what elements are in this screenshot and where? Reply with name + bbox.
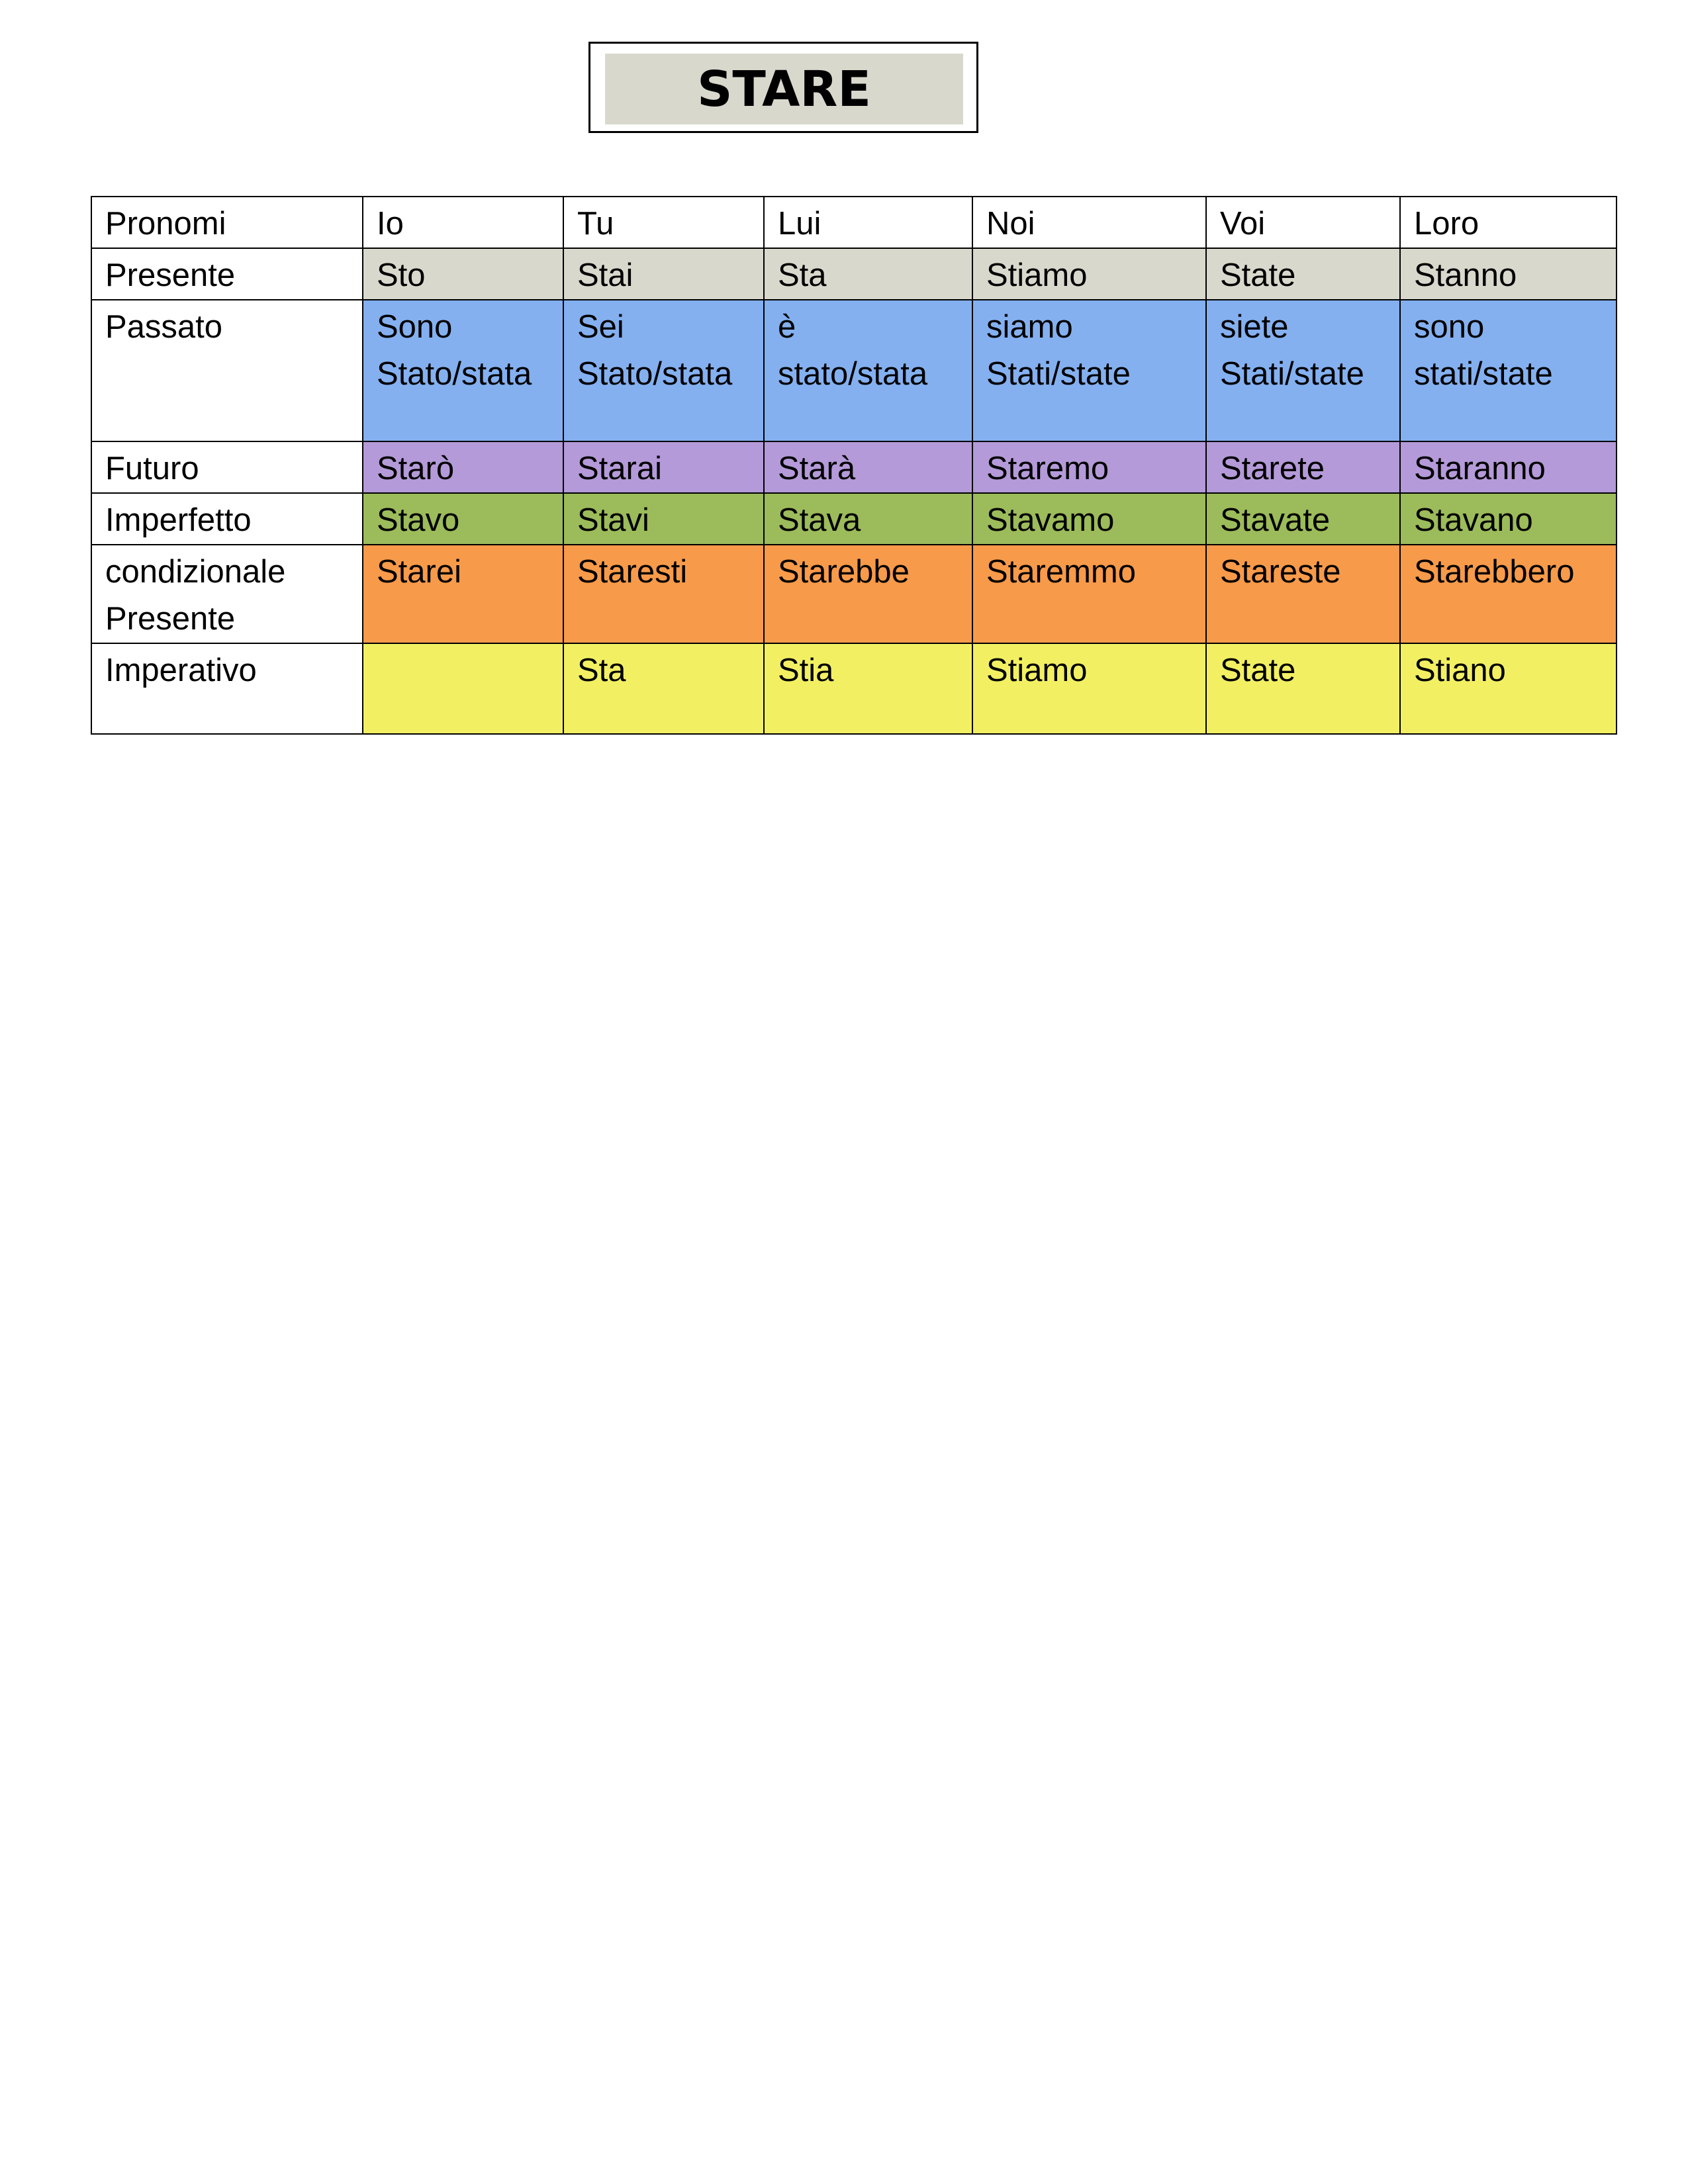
row-label: Imperfetto (91, 493, 363, 545)
conjugation-cell: siete Stati/state (1206, 300, 1400, 441)
conjugation-table (91, 196, 1617, 735)
row-passato (91, 300, 1617, 441)
conjugation-cell: Staresti (563, 545, 764, 643)
conjugation-cell: Starai (563, 441, 764, 493)
conjugation-cell: State (1206, 643, 1400, 734)
header-cell-noi: Noi (972, 197, 1206, 248)
conjugation-cell: Starò (363, 441, 563, 493)
page-title: STARE (605, 54, 963, 124)
row-condizionale (91, 545, 1617, 643)
conjugation-cell: Stava (764, 493, 972, 545)
conjugation-cell: Stia (764, 643, 972, 734)
header-cell-loro: Loro (1400, 197, 1617, 248)
conjugation-cell: Stai (563, 248, 764, 300)
conjugation-cell: Stavamo (972, 493, 1206, 545)
conjugation-cell: Stiamo (972, 248, 1206, 300)
header-cell-tu: Tu (563, 197, 764, 248)
conjugation-cell: Sta (764, 248, 972, 300)
row-label: Passato (91, 300, 363, 441)
conjugation-cell: Starà (764, 441, 972, 493)
header-cell-voi: Voi (1206, 197, 1400, 248)
row-presente (91, 248, 1617, 300)
conjugation-cell: State (1206, 248, 1400, 300)
row-imperfetto (91, 493, 1617, 545)
conjugation-cell: Sto (363, 248, 563, 300)
conjugation-cell: è stato/stata (764, 300, 972, 441)
header-cell-lui: Lui (764, 197, 972, 248)
conjugation-cell: Starei (363, 545, 563, 643)
conjugation-cell: Stavano (1400, 493, 1617, 545)
conjugation-cell: Stavo (363, 493, 563, 545)
conjugation-cell: Starete (1206, 441, 1400, 493)
conjugation-cell: Stiano (1400, 643, 1617, 734)
conjugation-cell: Starebbero (1400, 545, 1617, 643)
header-cell-pronomi: Pronomi (91, 197, 363, 248)
conjugation-cell: Stavate (1206, 493, 1400, 545)
header-row (91, 197, 1617, 248)
title-box (588, 42, 978, 133)
row-label: Futuro (91, 441, 363, 493)
conjugation-cell: Sono Stato/stata (363, 300, 563, 441)
header-cell-io: Io (363, 197, 563, 248)
conjugation-cell: Stareste (1206, 545, 1400, 643)
row-futuro (91, 441, 1617, 493)
conjugation-cell: Stavi (563, 493, 764, 545)
row-label: Presente (91, 248, 363, 300)
conjugation-cell: Sei Stato/stata (563, 300, 764, 441)
conjugation-cell: Stiamo (972, 643, 1206, 734)
conjugation-cell: Staremmo (972, 545, 1206, 643)
conjugation-cell: sono stati/state (1400, 300, 1617, 441)
row-label: condizionale Presente (91, 545, 363, 643)
conjugation-cell (363, 643, 563, 734)
conjugation-cell: Staranno (1400, 441, 1617, 493)
row-label: Imperativo (91, 643, 363, 734)
conjugation-cell: Staremo (972, 441, 1206, 493)
row-imperativo (91, 643, 1617, 734)
conjugation-cell: siamo Stati/state (972, 300, 1206, 441)
conjugation-cell: Stanno (1400, 248, 1617, 300)
conjugation-cell: Sta (563, 643, 764, 734)
conjugation-cell: Starebbe (764, 545, 972, 643)
